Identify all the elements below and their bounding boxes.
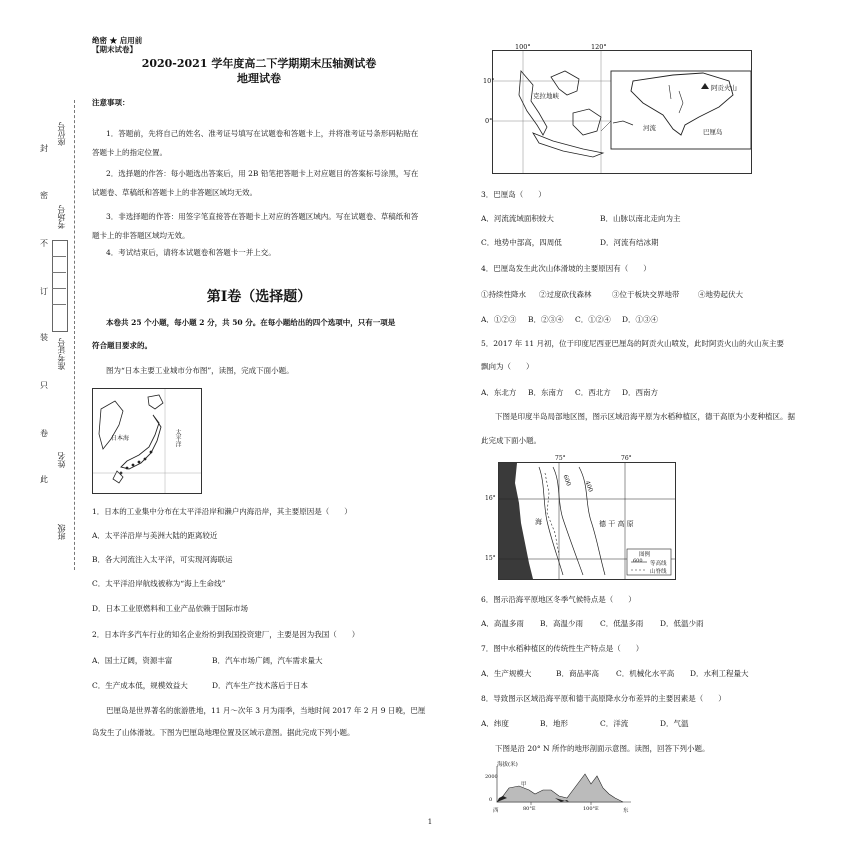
bali-intro-cont: 岛发生了山体滑坡。下图为巴厘岛地理位置及区域示意图。据此完成下列小题。 (92, 728, 355, 737)
profile-label-jia: 甲 (521, 782, 527, 788)
q1-option-a: A．太平洋沿岸与美洲大陆的距离较近 (92, 531, 218, 540)
q6-option-b: B．高温少雨 (540, 619, 584, 628)
profile-intro: 下图是沿 20° N 所作的地形剖面示意图。读图，回答下列小题。 (495, 744, 710, 753)
q7-option-d: D．水利工程量大 (690, 669, 749, 678)
q4-item-4: ④地势起伏大 (698, 290, 743, 299)
map-label-lon75: 75° (555, 455, 566, 462)
exam-number-box (52, 240, 68, 332)
exam-tag: 【期末试卷】 (92, 45, 137, 54)
legend-ridge: 山脊线 (650, 569, 667, 575)
bali-location-map (483, 43, 752, 174)
question-4: 4．巴厘岛发生此次山体滑坡的主要原因有（ ） (481, 264, 651, 273)
profile-lon80: 80°E (523, 806, 536, 812)
q7-option-a: A．生产规模大 (481, 669, 532, 678)
binding-line (74, 100, 75, 570)
map-label-strait: 克拉地峡 (533, 92, 559, 100)
q7-option-b: B．商品率高 (556, 669, 600, 678)
map-label-volcano: 阿贡火山 (711, 84, 737, 92)
question-5: 5．2017 年 11 月初，位于印度尼西亚巴厘岛的阿贡火山喷发，此时阿贡火山的火山灰主要 (481, 339, 785, 348)
q4-item-2: ②过度砍伐森林 (539, 290, 592, 299)
seal-char: 此 (40, 475, 48, 484)
seal-char: 订 (40, 287, 48, 296)
q6-option-d: D．低温少雨 (660, 619, 704, 628)
profile-lon100: 100°E (583, 806, 599, 812)
profile-ylabel: 海拔(米) (497, 762, 518, 768)
map-label-lat10: 10° (483, 77, 495, 85)
india-intro: 下图是印度半岛局部地区图，图示区域沿海平原为水稻种植区，德干高原为小麦种植区。据 (495, 412, 795, 421)
q4-item-3: ③位于板块交界地带 (612, 290, 680, 299)
japan-map-graphic (93, 389, 201, 493)
exam-room-label: 考场号 (57, 205, 66, 229)
notice-item: 4．考试结束后，请将本试题卷和答题卡一并上交。 (106, 248, 276, 257)
profile-west: 西 (493, 808, 499, 814)
map-label-lon76: 76° (621, 455, 632, 462)
bali-map-graphic (493, 51, 751, 173)
contour-label-600: 600 (561, 473, 572, 488)
map-label-sea: 日本海 (111, 435, 130, 442)
india-intro-cont: 此完成下面小题。 (481, 436, 541, 445)
india-peninsula-map (485, 455, 676, 580)
q4-option-b: B．②③④ (528, 315, 564, 324)
notice-heading: 注意事项： (92, 98, 130, 107)
legend-title: 图例 (639, 552, 651, 558)
q4-option-c: C．①②④ (575, 315, 611, 324)
notice-item: 2．选择题的作答：每小题选出答案后，用 2B 铅笔把答题卡上对应题目的答案标号涂黑，写在试题卷、草稿纸和答题卡上的非答题区域均无效。 (92, 169, 419, 197)
map-label-plateau: 德 干 高 原 (599, 520, 634, 528)
q3-option-d: D．河流有结冰期 (600, 238, 659, 247)
profile-y-2000: 2000 (485, 774, 498, 780)
legend-contour-value: 600 (633, 558, 643, 564)
map-label-island: 巴厘岛 (703, 128, 723, 136)
seal-char: 不 (40, 239, 48, 248)
profile-y-0: 0 (489, 797, 493, 803)
name-label: 姓名 (57, 452, 66, 468)
question-8: 8．导致图示区域沿海平原和德干高原降水分布差异的主要因素是（ ） (481, 694, 726, 703)
q3-option-b: B．山脉以南北走向为主 (600, 214, 681, 223)
q2-option-c: C．生产成本低，规模效益大 (92, 681, 188, 690)
seal-char: 只 (40, 381, 48, 390)
q2-option-d: D．汽车生产技术落后于日本 (212, 681, 309, 690)
section-intro: 本卷共 25 个小题，每小题 2 分，共 50 分。在每小题给出的四个选项中，只有一项是 (106, 318, 396, 327)
map-label-ocean: 太平洋 (174, 429, 181, 447)
map-label-lon100: 100° (515, 43, 531, 51)
question-6: 6．图示沿海平原地区冬季气候特点是（ ） (481, 595, 636, 604)
map-label-river: 河流 (643, 124, 656, 132)
notice-item: 3．非选择题的作答：用签字笔直接答在答题卡上对应的答题区域内。写在试题卷、草稿纸和答题卡上的非答题区域均无效。 (92, 212, 419, 240)
q1-option-c: C．太平洋沿岸航线被称为“海上生命线” (92, 579, 226, 588)
question-2: 2．日本许多汽车行业的知名企业纷纷到我国投资建厂，主要是因为我国（ ） (92, 630, 360, 639)
seal-char: 卷 (40, 429, 48, 438)
question-5-cont: 飘向为（ ） (481, 362, 534, 371)
map-label-lat16: 16° (485, 495, 496, 502)
page-title: 2020-2021 学年度高二下学期期末压轴测试卷 (141, 57, 377, 70)
q8-option-b: B．地形 (540, 719, 569, 728)
q8-option-a: A．纬度 (481, 719, 509, 728)
profile-east: 东 (623, 808, 629, 814)
map-label-lon120: 120° (591, 43, 607, 51)
admission-number-label: 准考证号 (57, 338, 66, 370)
japan-industrial-map (92, 388, 202, 494)
seal-char: 装 (40, 333, 48, 342)
q4-option-a: A．①②③ (481, 315, 517, 324)
q3-option-a: A．河流流域面积较大 (481, 214, 554, 223)
class-label: 班级 (57, 524, 66, 540)
q6-option-a: A．高温多雨 (481, 619, 524, 628)
section-title: 第Ⅰ卷（选择题） (206, 289, 312, 305)
map-intro: 图为“日本主要工业城市分布图”，读图，完成下面小题。 (106, 366, 294, 375)
notice-item: 1．答题前，先将自己的姓名、准考证号填写在试题卷和答题卡上，并将准考证号条形码粘贴在答题卡上的指定位置。 (92, 129, 419, 157)
terrain-profile (485, 760, 635, 816)
q8-option-c: C．洋流 (600, 719, 629, 728)
seal-char: 密 (40, 191, 48, 200)
q5-option-b: B．东南方 (528, 388, 564, 397)
q5-option-d: D．西南方 (622, 388, 659, 397)
q5-option-c: C．西北方 (575, 388, 611, 397)
seat-number-label: 座位号 (57, 122, 66, 146)
q6-option-c: C．低温多雨 (600, 619, 644, 628)
contour-label-400: 400 (583, 479, 594, 494)
page-subtitle: 地理试卷 (237, 72, 281, 85)
bali-intro: 巴厘岛是世界著名的旅游胜地，11 月～次年 3 月为雨季，当地时间 2017 年 2 月 9 日晚，巴厘 (106, 706, 426, 715)
terrain-profile-graphic (485, 760, 635, 816)
q8-option-d: D．气温 (660, 719, 689, 728)
seal-char: 封 (40, 144, 48, 153)
question-3: 3．巴厘岛（ ） (481, 190, 546, 199)
q4-item-1: ①持续性降水 (481, 290, 526, 299)
page-number: 1 (427, 818, 433, 826)
q7-option-c: C．机械化水平高 (616, 669, 675, 678)
q1-option-d: D．日本工业原燃料和工业产品依赖于国际市场 (92, 604, 249, 613)
section-intro-cont: 符合题目要求的。 (92, 341, 152, 350)
question-7: 7．图中水稻种植区的传统性生产特点是（ ） (481, 644, 644, 653)
q2-option-a: A．国土辽阔，资源丰富 (92, 656, 173, 665)
map-label-sea: 海 (535, 518, 542, 526)
q4-option-d: D．①③④ (622, 315, 659, 324)
q1-option-b: B．各大河流注入太平洋，可实现河海联运 (92, 555, 233, 564)
legend-contour: 等高线 (650, 561, 667, 567)
secret-mark: 绝密 ★ 启用前 (92, 36, 143, 45)
question-1: 1．日本的工业集中分布在太平洋沿岸和濑户内海沿岸，其主要原因是（ ） (92, 507, 352, 516)
q5-option-a: A．东北方 (481, 388, 517, 397)
map-label-lat0: 0° (485, 117, 493, 125)
map-label-lat15: 15° (485, 555, 496, 562)
q2-option-b: B．汽车市场广阔，汽车需求量大 (212, 656, 323, 665)
q3-option-c: C．地势中部高，四周低 (481, 238, 562, 247)
